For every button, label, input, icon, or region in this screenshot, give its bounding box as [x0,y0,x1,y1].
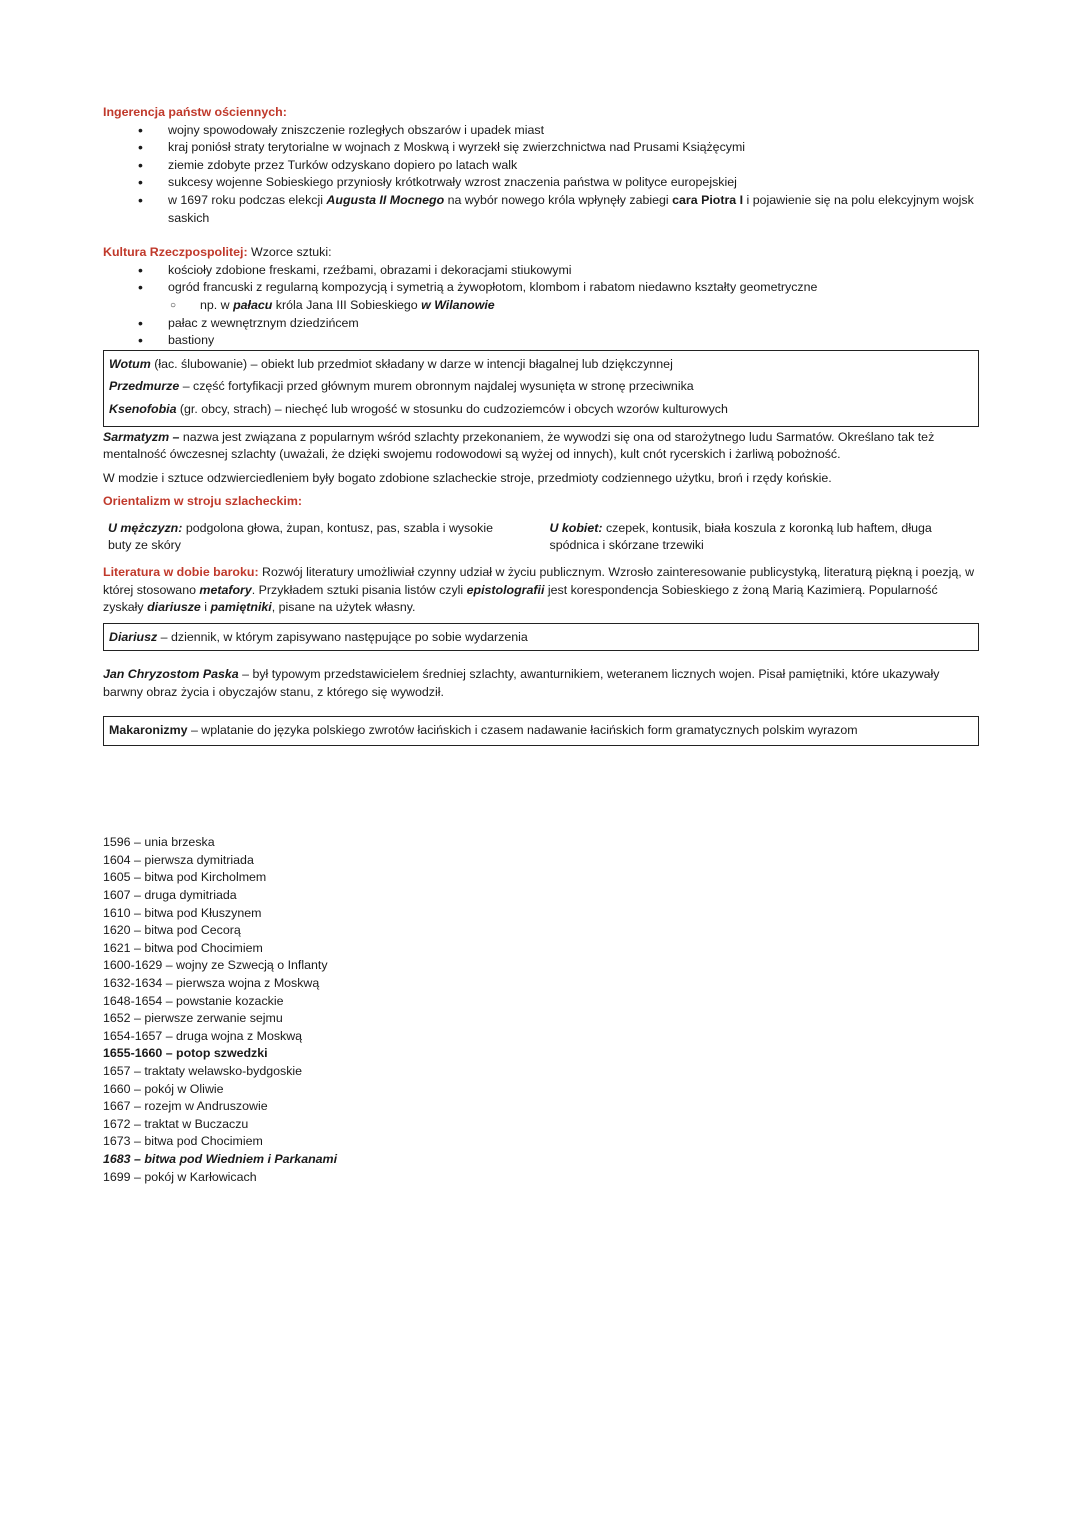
text: jest korespondencja Sobieskiego z żoną Marią Kazimierą. Popularność zyskały [103,582,938,615]
kultura-list-cont [103,315,979,350]
paragraph-text: – był typowym przedstawicielem średniej szlachty, awanturnikiem, weteranem licznych wojen. Pisał pamiętniki, które ukazywały barwny obraz życia i obyczajów stanu, z którego się wywodził. [103,667,940,700]
list-item: • ziemie zdobyte przez Turków odzyskano dopiero po latach walk [103,157,979,175]
timeline-item: 1660 – pokój w Oliwie [103,1081,224,1096]
definition-ksenofobia [109,401,973,419]
emphasis-text: Augusta II Mocnego [326,192,445,207]
section-heading-ingerencja: Ingerencja państw ościennych: [103,105,287,119]
timeline-item: 1655-1660 – potop szwedzki [103,1046,268,1061]
women-column [518,520,979,555]
timeline-item: 1632-1634 – pierwsza wojna z Moskwą [103,975,320,990]
text: podgolona głowa, żupan, kontusz, pas, szabla i wysokie buty ze skóry [108,520,494,553]
emphasis-text: w Wilanowie [421,297,495,312]
emphasis-text: pałacu [233,297,273,312]
list-item: • kościoły zdobione freskami, rzeźbami, obrazami i dekoracjami stiukowymi [103,262,979,280]
timeline-item: 1667 – rozejm w Andruszowie [103,1099,268,1114]
timeline-item: 1672 – traktat w Buczaczu [103,1116,249,1131]
section-heading-kultura [103,244,979,262]
term: Przedmurze [109,379,180,394]
definition-diariusz [109,629,973,647]
timeline-item: 1621 – bitwa pod Chocimiem [103,940,263,955]
diariusz-box [103,623,979,652]
timeline-item: 1605 – bitwa pod Kircholmem [103,870,267,885]
timeline-item: 1683 – bitwa pod Wiedniem i Parkanami [103,1151,338,1166]
list-item: • bastiony [103,332,979,350]
timeline-item: 1652 – pierwsze zerwanie sejmu [103,1011,283,1026]
term: Diariusz [109,629,158,644]
timeline-item: 1600-1629 – wojny ze Szwecją o Inflanty [103,958,328,973]
sub-list-item [103,297,979,315]
term: Jan Chryzostom Paska [103,667,239,682]
emphasis-text: pamiętniki [210,600,272,615]
text: na wybór nowego króla wpłynęły zabiegi [444,192,673,207]
section-heading-literatura: Literatura w dobie baroku: [103,565,259,580]
emphasis-text: epistolografii [466,582,545,597]
section-heading-label: Kultura Rzeczpospolitej: [103,245,248,260]
literatura-paragraph [103,564,979,617]
definition-text: (łac. ślubowanie) – obiekt lub przedmiot składany w darze w intencji błagalnej lub dziękczynnej [150,356,673,371]
timeline-item: 1620 – bitwa pod Cecorą [103,923,241,938]
text: . Przykładem sztuki pisania listów czyli [251,582,467,597]
text: i [200,600,211,615]
ingerencja-list [103,122,979,228]
label: U mężczyzn: [108,520,183,535]
definition-text: – dziennik, w którym zapisywano następujące po sobie wydarzenia [157,629,528,644]
definition-wotum [109,356,973,374]
pasek-paragraph [103,666,979,701]
text: , pisane na użytek własny. [271,600,416,615]
definition-przedmurze [109,378,973,396]
list-item: • ogród francuski z regularną kompozycją i symetrią a żywopłotom, klombom i rabatom niedawno kształty geometryczne [103,279,979,297]
text: Rozwój literatury umożliwiał czynny udział w życiu publicznym. Wzrosło zainteresowanie publicystyką, literaturą piękną i poezją, w której stosowano [103,565,975,597]
term: Sarmatyzm – [103,429,180,444]
term: Ksenofobia [109,401,177,416]
text: króla Jana III Sobieskiego [272,297,422,312]
term: Wotum [109,356,151,371]
definition-text: (gr. obcy, strach) – niechęć lub wrogość w stosunku do cudzoziemców i obcych wzorów kulturowych [176,401,728,416]
men-column [103,520,518,555]
definition-makaronizmy [109,722,973,740]
text: w 1697 roku podczas elekcji [168,192,327,207]
text: czepek, kontusik, biała koszula z koronką lub haftem, długa spódnica i skórzane trzewiki [549,520,932,553]
definition-text: – wplatanie do języka polskiego zwrotów łacińskich i czasem nadawanie łacińskich form gramatycznych polskim wyrazom [187,722,858,737]
timeline-item: 1654-1657 – druga wojna z Moskwą [103,1028,303,1043]
moda-paragraph: W modzie i sztuce odzwierciedleniem były bogato zdobione szlacheckie stroje, przedmioty codziennego użytku, broń i rzędy końskie. [103,470,832,485]
label: U kobiet: [549,520,603,535]
definitions-box [103,350,979,427]
emphasis-text: metafory [199,582,252,597]
text: np. w [200,297,234,312]
text: i pojawienie się na polu elekcyjnym wojsk saskich [168,192,974,225]
kultura-list [103,262,979,297]
list-item [103,192,979,227]
timeline-item: 1657 – traktaty welawsko-bydgoskie [103,1063,303,1078]
term: Makaronizmy [109,722,188,737]
paragraph-text: nazwa jest związana z popularnym wśród szlachty przekonaniem, że wywodzi się ona od starożytnego ludu Sarmatów. Określano tak też mentalność ówczesnej szlachty (uważali, że dzięki swojemu rodowodowi są wyżej od innych), kult cnót rycerskich i żarliwą pobożność. [103,429,935,462]
timeline-item: 1604 – pierwsza dymitriada [103,852,254,867]
list-item: • sukcesy wojenne Sobieskiego przyniosły krótkotrwały wzrost znaczenia państwa w polityce europejskiej [103,174,979,192]
section-heading-rest: Wzorce sztuki: [247,245,332,260]
sarmatyzm-paragraph [103,429,979,464]
list-item: • kraj poniósł straty terytorialne w wojnach z Moskwą i wyrzekł się zwierzchnictwa nad Prusami Książęcymi [103,139,979,157]
list-item: • wojny spowodowały zniszczenie rozległych obszarów i upadek miast [103,122,979,140]
makaronizmy-box [103,716,979,747]
section-heading-orientalizm: Orientalizm w stroju szlacheckim: [103,494,303,509]
list-item: • pałac z wewnętrznym dziedzińcem [103,315,979,333]
definition-text: – część fortyfikacji przed głównym murem obronnym najdalej wysunięta w stronę przeciwnika [179,379,694,394]
timeline-item: 1699 – pokój w Karłowicach [103,1169,257,1184]
kultura-sublist [103,297,979,315]
document-page [103,104,979,1186]
timeline-item: 1610 – bitwa pod Kłuszynem [103,905,262,920]
timeline-list [103,834,979,1186]
timeline-item: 1607 – druga dymitriada [103,888,237,902]
timeline-item: 1648-1654 – powstanie kozackie [103,993,284,1008]
timeline-item: 1596 – unia brzeska [103,835,215,850]
emphasis-text: diariusze [147,600,201,615]
bold-text: cara Piotra I [672,192,744,207]
orientalizm-columns [103,520,979,555]
timeline-item: 1673 – bitwa pod Chocimiem [103,1134,263,1149]
